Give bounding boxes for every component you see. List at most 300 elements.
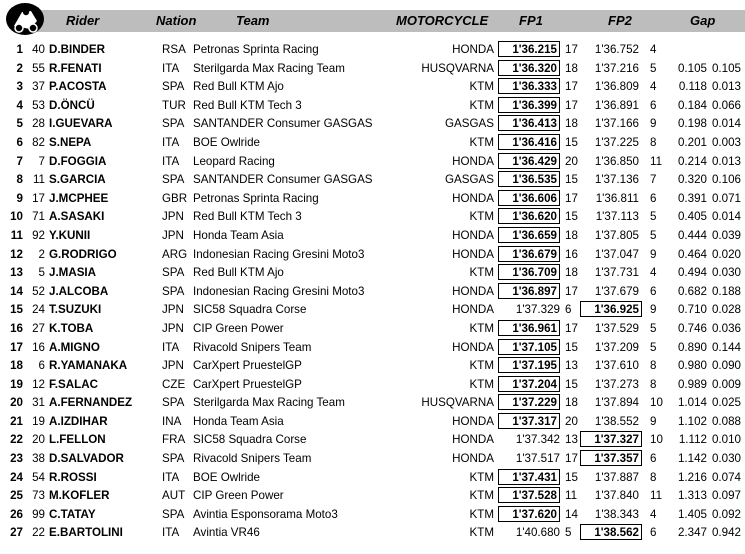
fp1-time: 1'37.342: [515, 433, 560, 447]
fp2-time: 1'37.113: [595, 210, 639, 224]
position: 8: [16, 173, 23, 187]
team: SANTANDER Consumer GASGAS: [193, 173, 373, 187]
position: 20: [10, 396, 23, 410]
gap-to-previous: 0.013: [711, 154, 741, 168]
fp2-time: 1'37.209: [594, 340, 639, 354]
motorcycle: KTM: [469, 470, 494, 484]
nation: RSA: [162, 43, 186, 56]
gap-to-first: 1.405: [677, 507, 707, 521]
nation: JPN: [162, 359, 184, 373]
position: 22: [10, 433, 23, 447]
table-row: [0, 413, 745, 432]
gap-to-previous: 0.092: [711, 507, 741, 521]
motorcycle: KTM: [469, 359, 494, 373]
team: Indonesian Racing Gresini Moto3: [193, 284, 365, 298]
gap-to-first: 0.214: [677, 154, 707, 168]
table-row: [0, 506, 745, 525]
position: 7: [16, 154, 23, 168]
motorcycle: HONDA: [452, 43, 494, 56]
fp1-laps: 15: [565, 173, 578, 187]
nation: INA: [162, 414, 182, 428]
team: CIP Green Power: [193, 489, 284, 503]
team: Red Bull KTM Ajo: [193, 266, 284, 280]
rider-number: 99: [32, 507, 45, 521]
fp1-time: 1'37.317: [498, 413, 560, 429]
fp1-laps: 16: [565, 247, 578, 261]
position: 11: [10, 228, 23, 242]
fp1-laps: 20: [565, 414, 578, 428]
fp2-laps: 8: [650, 377, 657, 391]
rider-name: D.SALVADOR: [49, 452, 124, 466]
gap-to-first: 0.980: [677, 359, 707, 373]
gap-to-first: 1.216: [677, 470, 707, 484]
position: 10: [10, 210, 23, 224]
fp1-laps: 11: [565, 489, 578, 503]
position: 15: [10, 303, 23, 317]
motorcycle: HONDA: [452, 414, 494, 428]
header-fp2: FP2: [608, 13, 632, 28]
fp2-time: 1'37.731: [594, 266, 639, 280]
gap-to-first: 0.405: [677, 210, 707, 224]
fp2-time: 1'38.562: [580, 524, 642, 540]
table-row: [0, 41, 745, 60]
position: 6: [16, 135, 23, 149]
rider-name: D.ÖNCÜ: [49, 98, 95, 112]
fp1-time: 1'36.416: [498, 134, 560, 150]
nation: CZE: [162, 377, 186, 391]
motorcycle: HONDA: [452, 284, 494, 298]
header-bar: [24, 10, 745, 32]
fp2-time: 1'36.891: [594, 98, 639, 112]
rider-number: 5: [38, 266, 45, 280]
gap-to-previous: 0.090: [711, 359, 741, 373]
team: Rivacold Snipers Team: [193, 452, 312, 466]
fp1-laps: 17: [565, 452, 578, 466]
nation: SPA: [162, 117, 185, 131]
fp1-time: 1'37.329: [515, 303, 560, 317]
rider-number: 52: [32, 284, 45, 298]
nation: SPA: [162, 284, 185, 298]
gap-to-first: 1.142: [677, 452, 707, 466]
fp1-laps: 13: [565, 433, 578, 447]
fp2-time: 1'37.136: [594, 173, 639, 187]
nation: ITA: [162, 135, 180, 149]
fp2-laps: 4: [650, 266, 657, 280]
nation: ITA: [162, 61, 180, 75]
team: Red Bull KTM Tech 3: [193, 210, 302, 224]
position: 5: [16, 117, 23, 131]
fp1-laps: 5: [565, 526, 572, 540]
rider-number: 2: [38, 247, 45, 261]
table-row: [0, 339, 745, 358]
table-row: [0, 431, 745, 450]
nation: SPA: [162, 80, 185, 94]
table-row: [0, 97, 745, 116]
rider-number: 17: [32, 191, 45, 205]
fp2-laps: 9: [650, 303, 657, 317]
fp2-time: 1'37.887: [594, 470, 639, 484]
header-gap: Gap: [690, 13, 716, 28]
fp2-laps: 6: [650, 191, 657, 205]
rider-number: 20: [32, 433, 45, 447]
position: 17: [10, 340, 23, 354]
gap-to-first: 0.198: [677, 117, 707, 131]
gap-to-first: 0.464: [677, 247, 707, 261]
rider-name: C.TATAY: [49, 507, 96, 521]
motorcycle: GASGAS: [445, 173, 494, 187]
team: CarXpert PruestelGP: [193, 359, 302, 373]
motorcycle: KTM: [469, 526, 494, 540]
rider-number: 16: [32, 340, 45, 354]
fp2-time: 1'37.273: [594, 377, 639, 391]
fp1-time: 1'36.659: [498, 227, 560, 243]
fp1-laps: 17: [565, 80, 578, 94]
fp1-laps: 15: [565, 377, 578, 391]
rider-number: 40: [32, 43, 45, 56]
team: Red Bull KTM Tech 3: [193, 98, 302, 112]
rider-name: J.ALCOBA: [49, 284, 109, 298]
rider-number: 55: [32, 61, 45, 75]
motorcycle: KTM: [469, 98, 494, 112]
gap-to-previous: 0.025: [711, 396, 741, 410]
nation: SPA: [162, 266, 185, 280]
fp2-laps: 4: [650, 43, 657, 56]
position: 9: [16, 191, 23, 205]
fp2-laps: 5: [650, 61, 657, 75]
rider-name: F.SALAC: [49, 377, 98, 391]
motorcycle: HONDA: [452, 191, 494, 205]
gap-to-previous: 0.106: [711, 173, 741, 187]
fp2-laps: 10: [650, 433, 663, 447]
team: Avintia VR46: [193, 526, 260, 540]
table-row: [0, 487, 745, 506]
nation: GBR: [162, 191, 188, 205]
table-row: [0, 450, 745, 469]
table-row: [0, 524, 745, 543]
fp1-time: 1'36.333: [498, 78, 560, 94]
gap-to-previous: 0.144: [711, 340, 741, 354]
table-row: [0, 246, 745, 265]
rider-name: S.GARCIA: [49, 173, 106, 187]
gap-to-first: 0.710: [677, 303, 707, 317]
fp2-laps: 11: [650, 489, 663, 503]
rider-number: 19: [32, 414, 45, 428]
fp2-time: 1'37.679: [594, 284, 639, 298]
nation: SPA: [162, 507, 185, 521]
fp2-time: 1'37.047: [594, 247, 639, 261]
header-team: Team: [236, 13, 270, 28]
nation: JPN: [162, 210, 184, 224]
motorcycle: HUSQVARNA: [421, 396, 494, 410]
fp2-time: 1'37.216: [594, 61, 639, 75]
position: 1: [16, 43, 23, 56]
fp2-laps: 9: [650, 247, 657, 261]
header-fp1: FP1: [519, 13, 543, 28]
table-row: [0, 264, 745, 283]
team: Petronas Sprinta Racing: [193, 191, 319, 205]
gap-to-first: 0.890: [677, 340, 707, 354]
table-row: [0, 153, 745, 172]
position: 25: [10, 489, 23, 503]
motorcycle: GASGAS: [445, 117, 494, 131]
fp1-time: 1'36.606: [498, 190, 560, 206]
table-row: [0, 171, 745, 190]
position: 3: [16, 80, 23, 94]
fp1-time: 1'37.105: [498, 339, 560, 355]
gap-to-first: 0.746: [677, 321, 707, 335]
nation: ITA: [162, 340, 180, 354]
motorcycle: KTM: [469, 135, 494, 149]
rider-number: 6: [38, 359, 45, 373]
gap-to-first: 0.320: [677, 173, 707, 187]
team: Petronas Sprinta Racing: [193, 43, 319, 56]
gap-to-previous: 0.088: [711, 414, 741, 428]
position: 19: [10, 377, 23, 391]
fp2-laps: 9: [650, 117, 657, 131]
motorcycle: HONDA: [452, 433, 494, 447]
team: CarXpert PruestelGP: [193, 377, 302, 391]
fp2-laps: 6: [650, 452, 657, 466]
gap-to-first: 2.347: [677, 526, 707, 540]
rider-number: 54: [32, 470, 45, 484]
nation: JPN: [162, 303, 184, 317]
team: Sterilgarda Max Racing Team: [193, 396, 345, 410]
header-nation: Nation: [156, 13, 197, 28]
fp2-time: 1'37.225: [594, 135, 639, 149]
fp1-laps: 15: [565, 135, 578, 149]
fp2-laps: 4: [650, 80, 657, 94]
fp2-time: 1'36.811: [595, 191, 639, 205]
fp2-time: 1'37.894: [594, 396, 639, 410]
gap-to-first: 0.201: [677, 135, 707, 149]
rider-name: E.BARTOLINI: [49, 526, 123, 540]
gap-to-previous: 0.003: [711, 135, 741, 149]
gap-to-first: 1.102: [677, 414, 707, 428]
table-row: [0, 115, 745, 134]
fp1-time: 1'37.528: [498, 487, 560, 503]
fp1-time: 1'37.204: [498, 376, 560, 392]
fp2-laps: 7: [650, 173, 657, 187]
gap-to-previous: 0.030: [711, 266, 741, 280]
table-row: [0, 227, 745, 246]
fp2-laps: 11: [650, 154, 663, 168]
fp1-laps: 15: [565, 340, 578, 354]
fp2-laps: 6: [650, 284, 657, 298]
motorcycle: KTM: [469, 507, 494, 521]
rider-name: D.BINDER: [49, 43, 106, 56]
motorcycle: KTM: [469, 321, 494, 335]
rider-number: 24: [32, 303, 45, 317]
fp1-time: 1'36.709: [498, 264, 560, 280]
gap-to-previous: 0.009: [711, 377, 741, 391]
rider-name: A.SASAKI: [49, 210, 105, 224]
position: 12: [10, 247, 23, 261]
table-row: [0, 394, 745, 413]
position: 23: [10, 452, 23, 466]
rider-number: 71: [32, 210, 45, 224]
gap-to-previous: 0.066: [711, 98, 741, 112]
rider-name: R.ROSSI: [49, 470, 97, 484]
rider-name: T.SUZUKI: [49, 303, 102, 317]
fp2-time: 1'37.357: [580, 450, 642, 466]
fp2-laps: 5: [650, 228, 657, 242]
rider-number: 12: [32, 377, 45, 391]
fp2-time: 1'36.809: [594, 80, 639, 94]
fp2-time: 1'37.840: [594, 489, 639, 503]
team: Honda Team Asia: [193, 228, 284, 242]
fp1-laps: 6: [565, 303, 572, 317]
fp2-laps: 8: [650, 470, 657, 484]
rider-number: 92: [32, 228, 45, 242]
fp2-laps: 6: [650, 526, 657, 540]
nation: SPA: [162, 452, 185, 466]
rider-name: Y.KUNII: [49, 228, 91, 242]
rider-number: 38: [32, 452, 45, 466]
nation: FRA: [162, 433, 186, 447]
fp1-time: 1'37.517: [515, 452, 560, 466]
rider-name: S.NEPA: [49, 135, 92, 149]
rider-name: I.GUEVARA: [49, 117, 113, 131]
position: 18: [10, 359, 23, 373]
position: 21: [10, 414, 23, 428]
results-table: [0, 41, 745, 543]
position: 2: [16, 61, 23, 75]
rider-name: R.YAMANAKA: [49, 359, 128, 373]
fp1-laps: 17: [565, 43, 578, 56]
fp1-laps: 17: [565, 284, 578, 298]
fp1-laps: 15: [565, 210, 578, 224]
motorcycle: KTM: [469, 80, 494, 94]
team: SIC58 Squadra Corse: [193, 433, 307, 447]
fp1-laps: 17: [565, 191, 578, 205]
fp1-time: 1'36.961: [498, 320, 560, 336]
rider-number: 28: [32, 117, 45, 131]
position: 14: [10, 284, 23, 298]
table-row: [0, 283, 745, 302]
table-row: [0, 134, 745, 153]
team: Rivacold Snipers Team: [193, 340, 312, 354]
rider-name: P.ACOSTA: [49, 80, 107, 94]
table-row: [0, 469, 745, 488]
fp1-time: 1'36.215: [498, 41, 560, 57]
fp2-laps: 8: [650, 359, 657, 373]
fp1-time: 1'40.680: [515, 526, 560, 540]
rider-name: D.FOGGIA: [49, 154, 107, 168]
fp1-laps: 18: [565, 228, 578, 242]
fp2-time: 1'37.610: [594, 359, 639, 373]
rider-number: 22: [32, 526, 45, 540]
rider-number: 27: [32, 321, 45, 335]
fp1-laps: 14: [565, 507, 578, 521]
nation: ARG: [162, 247, 188, 261]
rider-number: 82: [32, 135, 45, 149]
fp1-time: 1'37.431: [498, 469, 560, 485]
position: 26: [10, 507, 23, 521]
motorcycle: KTM: [469, 266, 494, 280]
fp1-time: 1'37.229: [498, 394, 560, 410]
fp1-time: 1'36.399: [498, 97, 560, 113]
rider-number: 73: [32, 489, 45, 503]
fp1-laps: 15: [565, 470, 578, 484]
gap-to-first: 1.313: [677, 489, 707, 503]
position: 24: [10, 470, 23, 484]
team: Avintia Esponsorama Moto3: [193, 507, 338, 521]
rider-name: A.MIGNO: [49, 340, 100, 354]
gap-to-first: 0.494: [677, 266, 707, 280]
team: Sterilgarda Max Racing Team: [193, 61, 345, 75]
motorcycle: HUSQVARNA: [421, 61, 494, 75]
fp2-laps: 9: [650, 414, 657, 428]
rider-name: M.KOFLER: [49, 489, 110, 503]
rider-name: G.RODRIGO: [49, 247, 117, 261]
team: SIC58 Squadra Corse: [193, 303, 307, 317]
fp1-time: 1'37.620: [498, 506, 560, 522]
fp1-time: 1'36.897: [498, 283, 560, 299]
header-motorcycle: MOTORCYCLE: [396, 13, 489, 28]
fp1-laps: 17: [565, 98, 578, 112]
fp2-laps: 8: [650, 135, 657, 149]
fp1-laps: 17: [565, 321, 578, 335]
gap-to-previous: 0.097: [711, 489, 741, 503]
nation: ITA: [162, 154, 180, 168]
fp1-laps: 18: [565, 396, 578, 410]
gap-to-previous: 0.942: [711, 526, 741, 540]
gap-to-first: 0.682: [677, 284, 707, 298]
motorcycle: HONDA: [452, 303, 494, 317]
table-row: [0, 301, 745, 320]
team: BOE Owlride: [193, 470, 261, 484]
rider-name: A.IZDIHAR: [49, 414, 108, 428]
fp1-time: 1'36.413: [498, 115, 560, 131]
gap-to-first: 0.444: [677, 228, 707, 242]
team: Leopard Racing: [193, 154, 275, 168]
team: Red Bull KTM Ajo: [193, 80, 284, 94]
fp2-time: 1'38.552: [594, 414, 639, 428]
fp1-time: 1'36.679: [498, 246, 560, 262]
fp2-laps: 5: [650, 321, 657, 335]
motorcycle: KTM: [469, 489, 494, 503]
nation: AUT: [162, 489, 186, 503]
rider-number: 53: [32, 98, 45, 112]
table-row: [0, 320, 745, 339]
nation: JPN: [162, 228, 184, 242]
fp1-time: 1'36.620: [498, 208, 560, 224]
rider-name: R.FENATI: [49, 61, 102, 75]
motorcycle: KTM: [469, 377, 494, 391]
nation: ITA: [162, 526, 180, 540]
table-row: [0, 357, 745, 376]
table-row: [0, 190, 745, 209]
gap-to-previous: 0.105: [711, 61, 741, 75]
rider-number: 37: [32, 80, 45, 94]
fp1-time: 1'36.535: [498, 171, 560, 187]
team: BOE Owlride: [193, 135, 261, 149]
team: CIP Green Power: [193, 321, 284, 335]
rider-name: L.FELLON: [49, 433, 106, 447]
gap-to-first: 0.184: [677, 98, 707, 112]
fp1-time: 1'36.429: [498, 153, 560, 169]
motorcycle: HONDA: [452, 452, 494, 466]
motorcycle: HONDA: [452, 247, 494, 261]
fp2-laps: 5: [650, 340, 657, 354]
team: SANTANDER Consumer GASGAS: [193, 117, 373, 131]
gap-to-previous: 0.014: [711, 117, 741, 131]
table-row: [0, 60, 745, 79]
motorcycle-rider-icon: [4, 2, 46, 36]
gap-to-previous: 0.010: [711, 433, 741, 447]
fp2-laps: 10: [650, 396, 663, 410]
motorcycle: HONDA: [452, 228, 494, 242]
